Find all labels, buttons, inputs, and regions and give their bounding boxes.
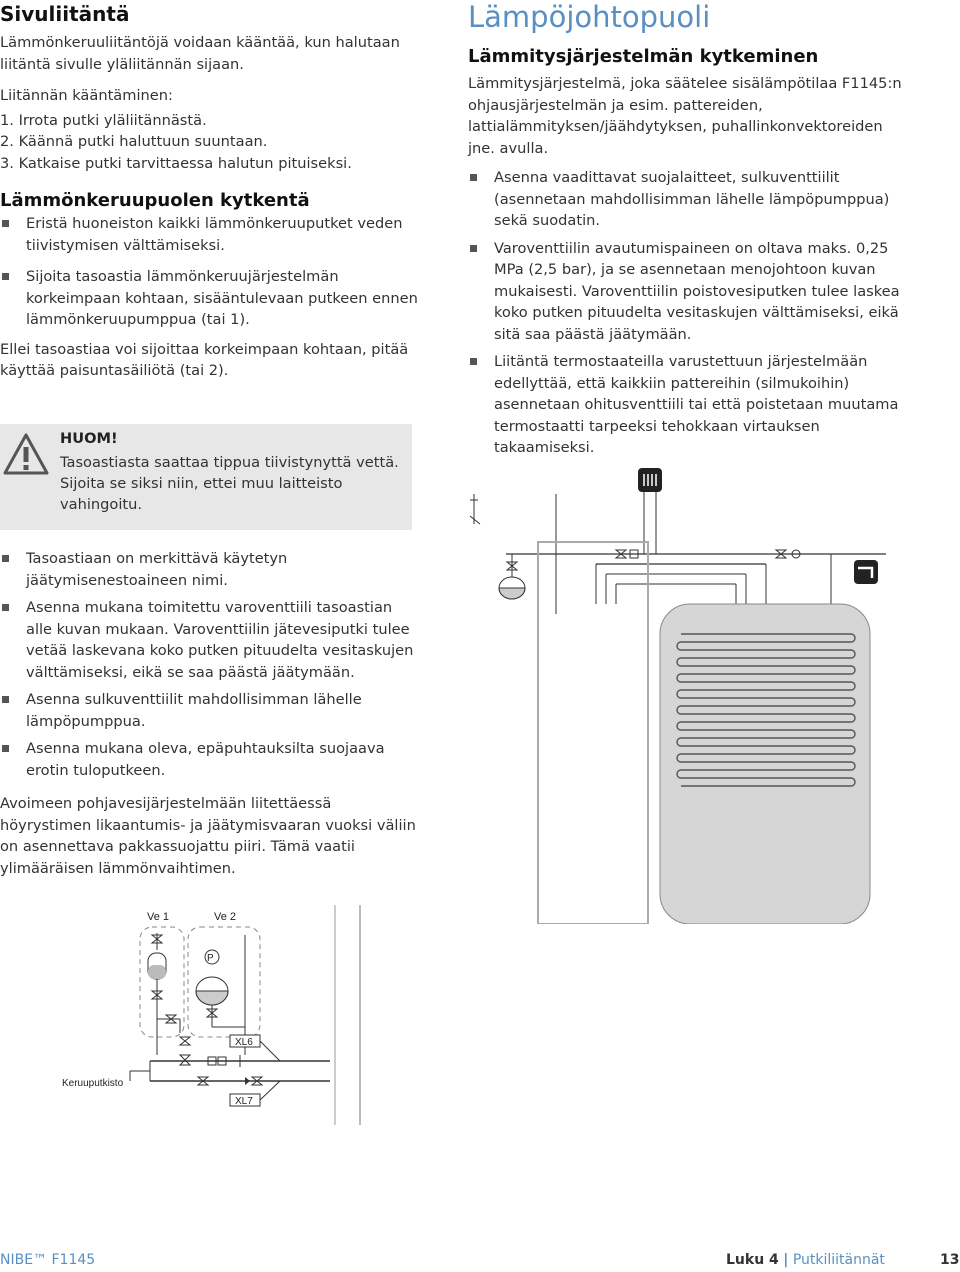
label-ve1: Ve 1 bbox=[147, 911, 170, 923]
bullet-item: Asenna vaadittavat suojalaitteet, sulkuventtiilit (asennetaan mahdollisimman lähelle lämpöpumppua) sekä suodatin. bbox=[468, 167, 908, 232]
label-xl7: XL7 bbox=[235, 1096, 253, 1107]
footer-chapter bbox=[726, 1252, 885, 1268]
heat-pump-unit bbox=[538, 542, 648, 924]
left-column bbox=[0, 0, 420, 389]
note-title: HUOM! bbox=[60, 430, 118, 447]
section-title-keruupuoli: Lämmönkeruupuolen kytkentä bbox=[0, 190, 310, 211]
valve-icon bbox=[180, 1037, 190, 1045]
section-title-kytkeminen: Lämmitysjärjestelmän kytkeminen bbox=[468, 46, 819, 67]
right-bullet-list bbox=[468, 167, 908, 459]
steps-list bbox=[0, 110, 420, 175]
bullet-list-2 bbox=[0, 548, 420, 781]
water-heater-tank bbox=[660, 604, 870, 924]
page-number: 13 bbox=[940, 1252, 960, 1268]
footer-chapter-name: Putkiliitännät bbox=[792, 1252, 885, 1268]
right-intro: Lämmitysjärjestelmä, joka säätelee sisälämpötilaa F1145:n ohjausjärjestelmän ja esim. pattereiden, lattialämmityksen/jäähdytyksen, puhallinkonvektoreiden jne. avulla. bbox=[468, 75, 902, 157]
closing-paragraph: Avoimeen pohjavesijärjestelmään liitettäessä höyrystimen likaantumis- ja jäätymisvaaran vuoksi väliin on asennettava pakkassuojattu piiri. Tämä vaatii ylimääräisen lämmönvaihtimen. bbox=[0, 795, 416, 877]
footer-chapter-prefix: Luku 4 bbox=[726, 1252, 779, 1268]
collector-diagram bbox=[40, 905, 420, 1125]
label-p: P bbox=[207, 953, 214, 964]
heating-diagram bbox=[466, 464, 896, 924]
after-bullets-paragraph: Ellei tasoastiaa voi sijoittaa korkeimpaan kohtaan, pitää käyttää paisuntasäiliötä (tai 2). bbox=[0, 340, 409, 379]
bullet-item: Varoventtiilin avautumispaineen on oltava maks. 0,25 MPa (2,5 bar), ja se asennetaan menojohtoon kuvan mukaisesti. Varoventtiilin poistovesiputken tulee laskea koko putken pituudelta vesitaskujen välttämiseksi, eikä sitä saa päästä jäätymään. bbox=[468, 238, 908, 346]
label-ve2: Ve 2 bbox=[214, 911, 237, 923]
bullet-item: Liitäntä termostaateilla varustettuun järjestelmään edellyttää, että kaikkiin pattereihin (silmukoihin) asennetaan ohitusventtiili tai että poistetaan muutama termostaatti tarpeeksi tehokkaan virtauksen takaamiseksi. bbox=[468, 351, 908, 459]
warning-triangle-icon bbox=[2, 432, 50, 476]
tap-icon bbox=[854, 560, 878, 584]
step-item: 2. Käännä putki haluttuun suuntaan. bbox=[0, 133, 268, 150]
footer-brand-text: NIBE™ F1145 bbox=[0, 1252, 96, 1268]
step-item: 1. Irrota putki yläliitännästä. bbox=[0, 111, 207, 129]
right-column bbox=[468, 0, 908, 461]
step-item: 3. Katkaise putki tarvittaessa halutun pituiseksi. bbox=[0, 154, 352, 172]
label-xl6: XL6 bbox=[235, 1037, 253, 1048]
flow-arrow-icon bbox=[245, 1077, 250, 1085]
valve-icon bbox=[180, 1055, 190, 1065]
bullet-item: Asenna mukana toimitettu varoventtiili tasoastian alle kuvan mukaan. Varoventtiilin jätevesiputki tulee vetää laskevana koko putken pituudelta vesitaskujen välttämiseksi, eikä se saa päästä jäätymään. bbox=[0, 597, 420, 683]
section-title-sivuliitanta: Sivuliitäntä bbox=[0, 2, 130, 26]
bullet-item: Asenna sulkuventtiilit mahdollisimman lähelle lämpöpumppua. bbox=[0, 689, 420, 732]
steps-heading: Liitännän kääntäminen: bbox=[0, 87, 173, 104]
footer-separator: | bbox=[783, 1252, 789, 1268]
bullet-item: Sijoita tasoastia lämmönkeruujärjestelmän korkeimpaan kohtaan, sisääntulevaan putkeen ennen lämmönkeruupumppua (tai 1). bbox=[0, 266, 420, 331]
bullet-item: Tasoastiaan on merkittävä käytetyn jäätymisenestoaineen nimi. bbox=[0, 548, 420, 591]
section-title-lampojohtopuoli: Lämpöjohtopuoli bbox=[468, 0, 711, 34]
note-box bbox=[0, 424, 412, 530]
bullet-item: Asenna mukana oleva, epäpuhtauksilta suojaava erotin tuloputkeen. bbox=[0, 738, 420, 781]
footer-brand bbox=[0, 1252, 95, 1268]
bullet-list bbox=[0, 213, 420, 331]
bullet-item: Eristä huoneiston kaikki lämmönkeruuputket veden tiivistymisen välttämiseksi. bbox=[0, 213, 420, 256]
left-lower bbox=[0, 548, 420, 886]
label-keruuputkisto: Keruuputkisto bbox=[62, 1078, 124, 1089]
intro-paragraph: Lämmönkeruuliitäntöjä voidaan kääntää, kun halutaan liitäntä sivulle yläliitännän sijaan. bbox=[0, 34, 400, 73]
note-body: Tasoastiasta saattaa tippua tiivistynyttä vettä. Sijoita se siksi niin, ettei muu laitteisto vahingoitu. bbox=[60, 454, 399, 513]
radiator-icon bbox=[638, 468, 662, 492]
